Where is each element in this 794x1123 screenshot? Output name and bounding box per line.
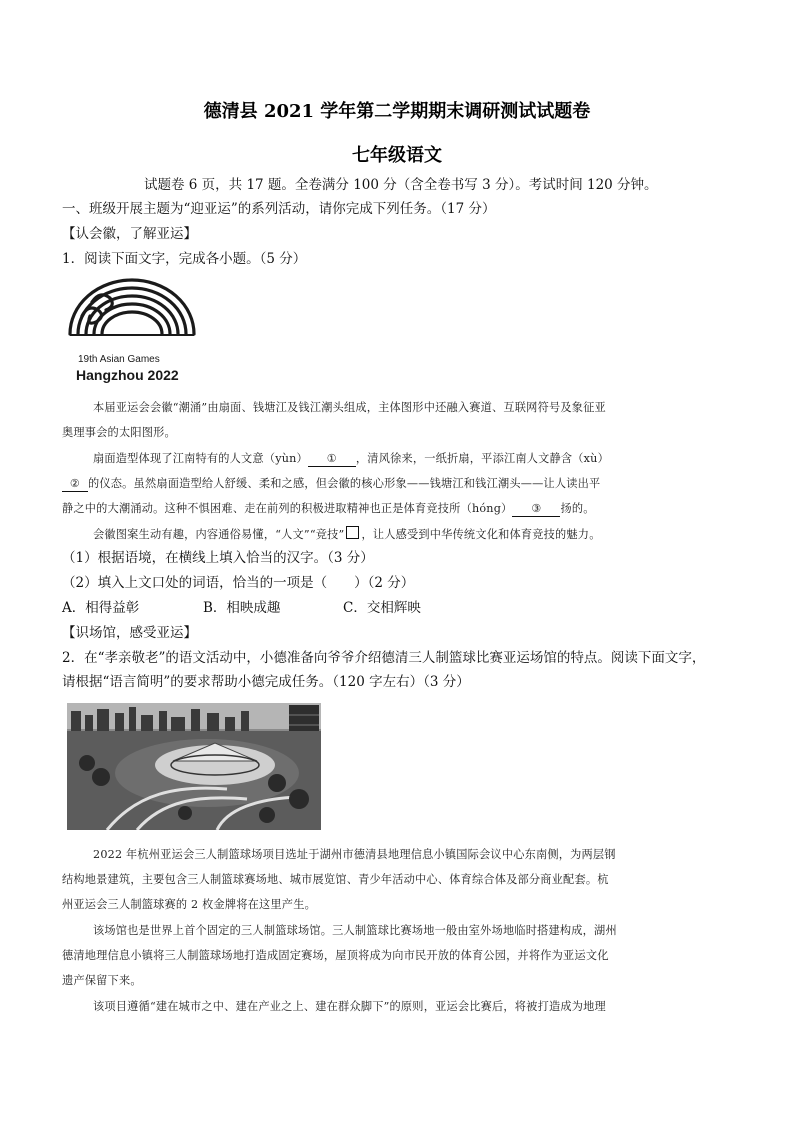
venue-photo <box>67 703 321 830</box>
option-a[interactable]: A．相得益彰 <box>62 600 140 616</box>
p2-text-b: ，清风徐来，一纸折扇，平添江南人文静含（xù） <box>355 452 609 465</box>
p3-text-b: ，让人感受到中华传统文化和体育竞技的魅力。 <box>361 528 601 541</box>
blank-3[interactable]: ③ <box>512 502 560 517</box>
section-heading: 一、班级开展主题为“迎亚运”的系列活动，请你完成下列任务。（17 分） <box>62 201 496 217</box>
q1-paragraph2-line3 <box>62 500 595 518</box>
exam-title: 德清县 2021 学年第二学期期末调研测试试题卷 <box>203 101 591 122</box>
q2-paragraph1-line2: 结构地景建筑，主要包含三人制篮球赛场地、城市展览馆、青少年活动中心、体育综合体及部分商业配套。杭 <box>62 873 609 886</box>
exam-info: 试题卷 6 页，共 17 题。全卷满分 100 分（含全卷书写 3 分）。考试时间 120 分钟。 <box>144 177 658 193</box>
q2-paragraph2-line1: 该场馆也是世界上首个固定的三人制篮球场馆。三人制篮球比赛场地一般由室外场地临时搭建构成，湖州 <box>93 924 617 937</box>
part1-label: 【认会徽，了解亚运】 <box>62 226 197 242</box>
p2-text-d: 静之中的大潮涌动。这种不惧困难、走在前列的积极进取精神也正是体育竞技所（hóng） <box>62 502 513 515</box>
option-c[interactable]: C．交相辉映 <box>343 600 421 616</box>
question2-line1: 2．在“孝亲敬老”的语文活动中，小德准备向爷爷介绍德清三人制篮球比赛亚运场馆的特点。阅读下面文字， <box>62 650 706 666</box>
p2-text-c: 的仪态。虽然扇面造型给人舒缓、柔和之感，但会徽的核心形象——钱塘江和钱江潮头——让人读出平 <box>88 477 601 490</box>
option-b[interactable]: B．相映成趣 <box>203 600 281 616</box>
blank-1[interactable]: ① <box>308 452 356 467</box>
q1-paragraph3 <box>93 526 601 544</box>
q1-paragraph1-line2: 奥理事会的太阳图形。 <box>62 426 176 439</box>
q2-paragraph2-line2: 德清地理信息小镇将三人制篮球场地打造成固定赛场，屋顶将成为向市民开放的体育公园，并将作为亚运文化 <box>62 949 609 962</box>
asian-games-logo <box>62 276 202 386</box>
p2-text-e: 扬的。 <box>560 502 595 515</box>
q2-paragraph2-line3: 遗产保留下来。 <box>62 974 142 987</box>
logo-text-line1: 19th Asian Games <box>78 354 160 365</box>
p2-text-a: 扇面造型体现了江南特有的人文意（yùn） <box>93 452 308 465</box>
blank-2[interactable]: ② <box>62 477 88 492</box>
answer-box[interactable] <box>346 526 359 539</box>
part2-label: 【识场馆，感受亚运】 <box>62 625 197 641</box>
exam-subtitle: 七年级语文 <box>352 145 442 166</box>
sub-question-2: （2）填入上文口处的词语，恰当的一项是（ ）（2 分） <box>62 575 415 591</box>
question1-stem: 1．阅读下面文字，完成各小题。（5 分） <box>62 251 307 267</box>
p3-text-a: 会徽图案生动有趣，内容通俗易懂，“人文”“竞技” <box>93 528 345 541</box>
q2-paragraph1-line3: 州亚运会三人制篮球赛的 2 枚金牌将在这里产生。 <box>62 898 316 911</box>
q2-paragraph1-line1: 2022 年杭州亚运会三人制篮球场项目选址于湖州市德清县地理信息小镇国际会议中心东南侧，为两层钢 <box>93 848 616 861</box>
q1-paragraph2-line2 <box>62 475 600 493</box>
q2-paragraph3-line1: 该项目遵循“建在城市之中、建在产业之上、建在群众脚下”的原则，亚运会比赛后，将被打造成为地理 <box>93 1000 606 1013</box>
q1-paragraph1-line1: 本届亚运会会徽“潮涌”由扇面、钱塘江及钱江潮头组成，主体图形中还融入赛道、互联网符号及象征亚 <box>93 401 606 414</box>
sub-question-1: （1）根据语境，在横线上填入恰当的汉字。（3 分） <box>62 550 374 566</box>
logo-text-line2: Hangzhou 2022 <box>76 367 179 383</box>
q1-paragraph2-line1 <box>93 450 609 468</box>
question2-line2: 请根据“语言简明”的要求帮助小德完成任务。（120 字左右）（3 分） <box>62 674 470 690</box>
